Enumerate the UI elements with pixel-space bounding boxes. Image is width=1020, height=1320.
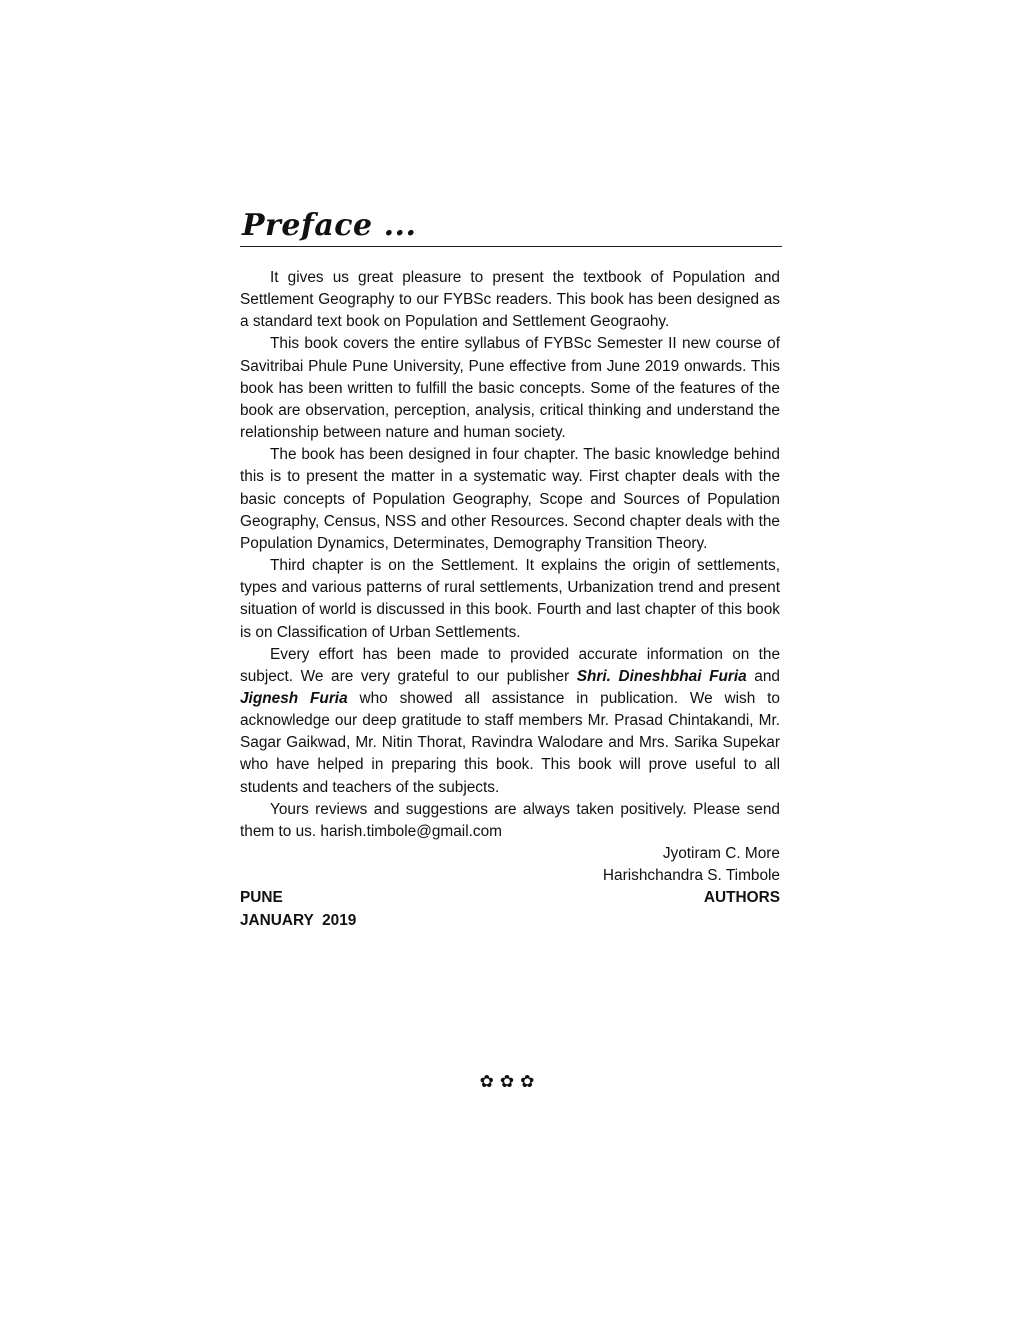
- page-title: Preface ...: [242, 208, 417, 243]
- publisher-name-2: Jignesh Furia: [240, 689, 348, 707]
- paragraph-5: [240, 644, 780, 799]
- paragraph-1: It gives us great pleasure to present the textbook of Population and Settlement Geography to our FYBSc readers. This book has been designed as a standard text book on Population and Settlement Geograohy.: [240, 269, 780, 331]
- publisher-name-1: Shri. Dineshbhai Furia: [576, 667, 747, 685]
- place-label: PUNE: [240, 889, 283, 907]
- paragraph-5-text-b: and: [746, 667, 780, 685]
- paragraph-6: Yours reviews and suggestions are always taken positively. Please send them to us. harish.timbole@gmail.com: [240, 800, 780, 840]
- paragraph-5-text-a: Every effort has been made to provided accurate information on the subject. We are very grateful to our publisher: [240, 645, 780, 685]
- paragraph-5-text-c: who showed all assistance in publication. We wish to acknowledge our deep gratitude to staff members Mr. Prasad Chintakandi, Mr. Sagar Gaikwad, Mr. Nitin Thorat, Ravindra Walodare and Mrs. Sarika Supekar who have helped in preparing this book. This book will prove useful to all students and teachers of the subjects.: [240, 689, 780, 796]
- author-name-1: Jyotiram C. More: [662, 845, 780, 863]
- paragraph-4: Third chapter is on the Settlement. It explains the origin of settlements, types and various patterns of rural settlements, Urbanization trend and present situation of world is discussed in this book. Fourth and last chapter of this book is on Classification of Urban Settlements.: [240, 557, 780, 641]
- place-authors-row: [240, 887, 780, 909]
- flower-ornament: ✿✿✿: [479, 1072, 541, 1092]
- preface-body: [240, 267, 780, 932]
- paragraph-3: The book has been designed in four chapter. The basic knowledge behind this is to present the matter in a systematic way. First chapter deals with the basic concepts of Population Geography, Scope and Sources of Population Geography, Census, NSS and other Resources. Second chapter deals with the Population Dynamics, Determinates, Demography Transition Theory.: [240, 446, 780, 552]
- preface-page: [240, 208, 782, 932]
- author-name-2: Harishchandra S. Timbole: [602, 867, 780, 885]
- title-underline: [240, 246, 782, 247]
- authors-label: AUTHORS: [703, 889, 780, 907]
- paragraph-2: This book covers the entire syllabus of FYBSc Semester II new course of Savitribai Phule Pune University, Pune effective from June 2019 onwards. This book has been written to fulfill the basic concepts. Some of the features of the book are observation, perception, analysis, critical thinking and understand the relationship between nature and human society.: [240, 335, 780, 442]
- date-label: JANUARY 2019: [240, 911, 357, 929]
